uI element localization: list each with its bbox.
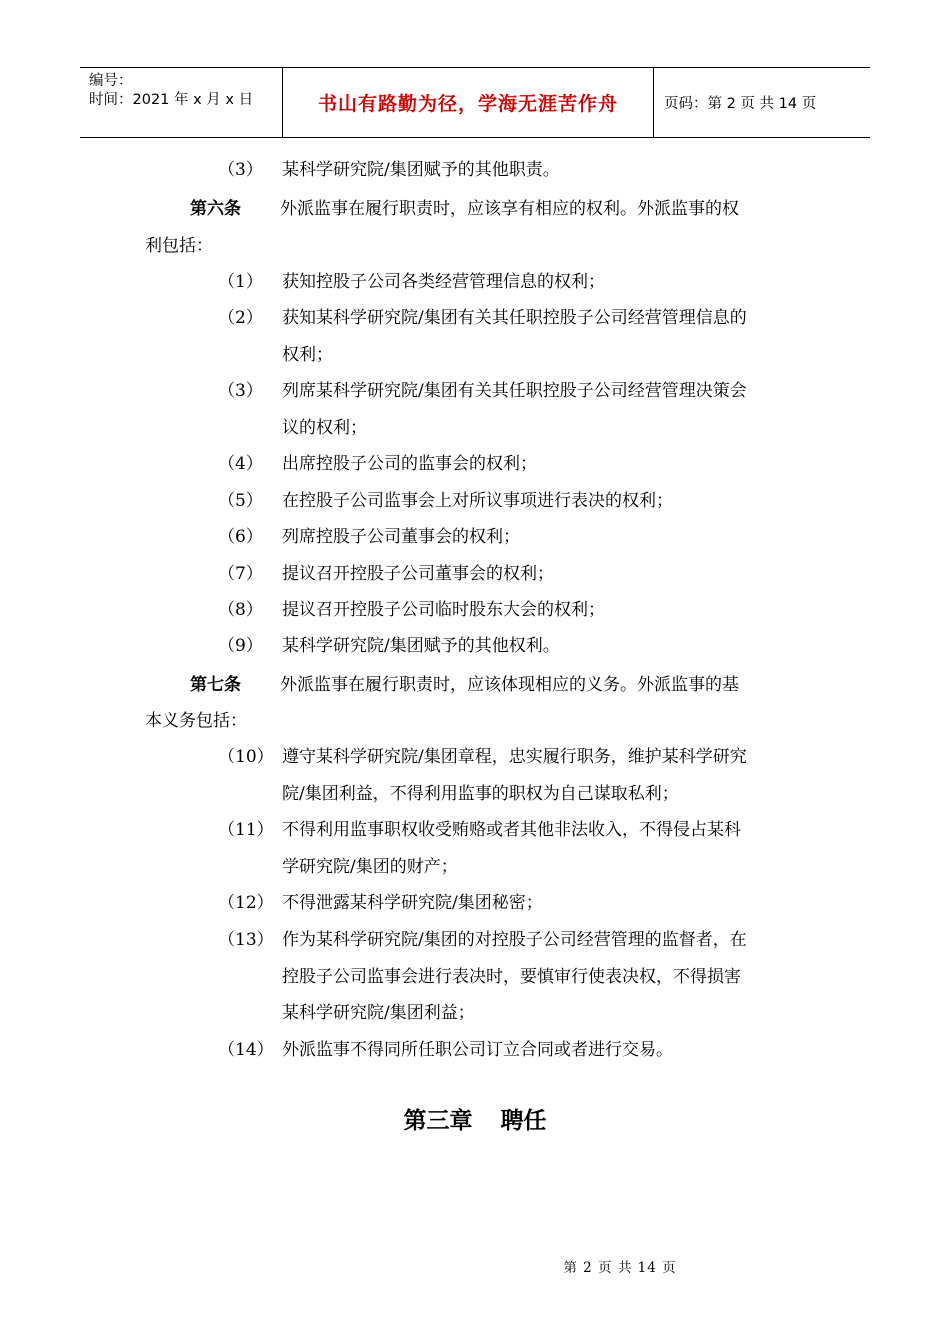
list-item-text: 控股子公司监事会进行表决时，要慎审行使表决权，不得损害 xyxy=(282,967,741,987)
list-item-text: 不得利用监事职权收受贿赂或者其他非法收入，不得侵占某科 xyxy=(282,820,741,840)
document-number-label: 编号： xyxy=(89,73,133,89)
list-item-text: 院/集团利益，不得利用监事的职权为自己谋取私利； xyxy=(282,784,679,804)
chapter-heading xyxy=(0,1106,950,1136)
list-item-text: 提议召开控股子公司临时股东大会的权利； xyxy=(282,600,605,620)
chapter-number: 第三章 xyxy=(403,1108,473,1134)
item-text: 某科学研究院/集团赋予的其他职责。 xyxy=(282,160,560,180)
list-item-text: 遵守某科学研究院/集团章程，忠实履行职务，维护某科学研究 xyxy=(282,747,747,767)
list-item-text: 提议召开控股子公司董事会的权利； xyxy=(282,564,554,584)
list-item-number: （2） xyxy=(218,308,263,328)
list-item-number: （5） xyxy=(218,491,263,511)
list-item-number: （10） xyxy=(218,747,274,767)
header-motto: 书山有路勤为径，学海无涯苦作舟 xyxy=(282,68,654,137)
list-item-text: 不得泄露某科学研究院/集团秘密； xyxy=(282,893,543,913)
article-label: 第六条 xyxy=(190,199,241,219)
header-meta xyxy=(80,68,282,137)
page-header xyxy=(80,67,870,138)
list-item-number: （3） xyxy=(218,381,263,401)
document-time-label: 时间：2021 年 x 月 x 日 xyxy=(89,92,254,108)
list-item-text: 获知某科学研究院/集团有关其任职控股子公司经营管理信息的 xyxy=(282,308,747,328)
list-item-text: 在控股子公司监事会上对所议事项进行表决的权利； xyxy=(282,491,673,511)
article-text: 外派监事在履行职责时，应该体现相应的义务。外派监事的基 xyxy=(280,675,739,695)
list-item-text: 作为某科学研究院/集团的对控股子公司经营管理的监督者，在 xyxy=(282,930,747,950)
list-item-text: 外派监事不得同所任职公司订立合同或者进行交易。 xyxy=(282,1040,673,1060)
list-item-number: （8） xyxy=(218,600,263,620)
list-item-text: 列席某科学研究院/集团有关其任职控股子公司经营管理决策会 xyxy=(282,381,747,401)
article-label: 第七条 xyxy=(190,675,241,695)
chapter-title: 聘任 xyxy=(500,1108,547,1134)
list-item-text: 某科学研究院/集团赋予的其他权利。 xyxy=(282,636,560,656)
list-item-text: 出席控股子公司的监事会的权利； xyxy=(282,454,537,474)
list-item-text: 议的权利； xyxy=(282,418,367,438)
list-item-number: （12） xyxy=(218,893,274,913)
list-item-text: 学研究院/集团的财产； xyxy=(282,857,458,877)
list-item-number: （6） xyxy=(218,527,263,547)
list-item-number: （9） xyxy=(218,636,263,656)
article-text: 外派监事在履行职责时，应该享有相应的权利。外派监事的权 xyxy=(280,199,739,219)
article-text: 本义务包括： xyxy=(145,711,247,731)
list-item-number: （1） xyxy=(218,272,263,292)
list-item-text: 获知控股子公司各类经营管理信息的权利； xyxy=(282,272,605,292)
list-item-number: （7） xyxy=(218,564,263,584)
list-item-text: 某科学研究院/集团利益； xyxy=(282,1003,475,1023)
header-page-info: 页码：第 2 页 共 14 页 xyxy=(664,96,817,112)
list-item-number: （14） xyxy=(218,1040,274,1060)
list-item-number: （13） xyxy=(218,930,274,950)
list-item-number: （4） xyxy=(218,454,263,474)
list-item-text: 列席控股子公司董事会的权利； xyxy=(282,527,520,547)
article-text: 利包括： xyxy=(145,236,213,256)
list-item-number: （11） xyxy=(218,820,274,840)
item-number: （3） xyxy=(218,160,263,180)
page-footer: 第 2 页 共 14 页 xyxy=(563,1260,677,1276)
list-item-text: 权利； xyxy=(282,345,333,365)
